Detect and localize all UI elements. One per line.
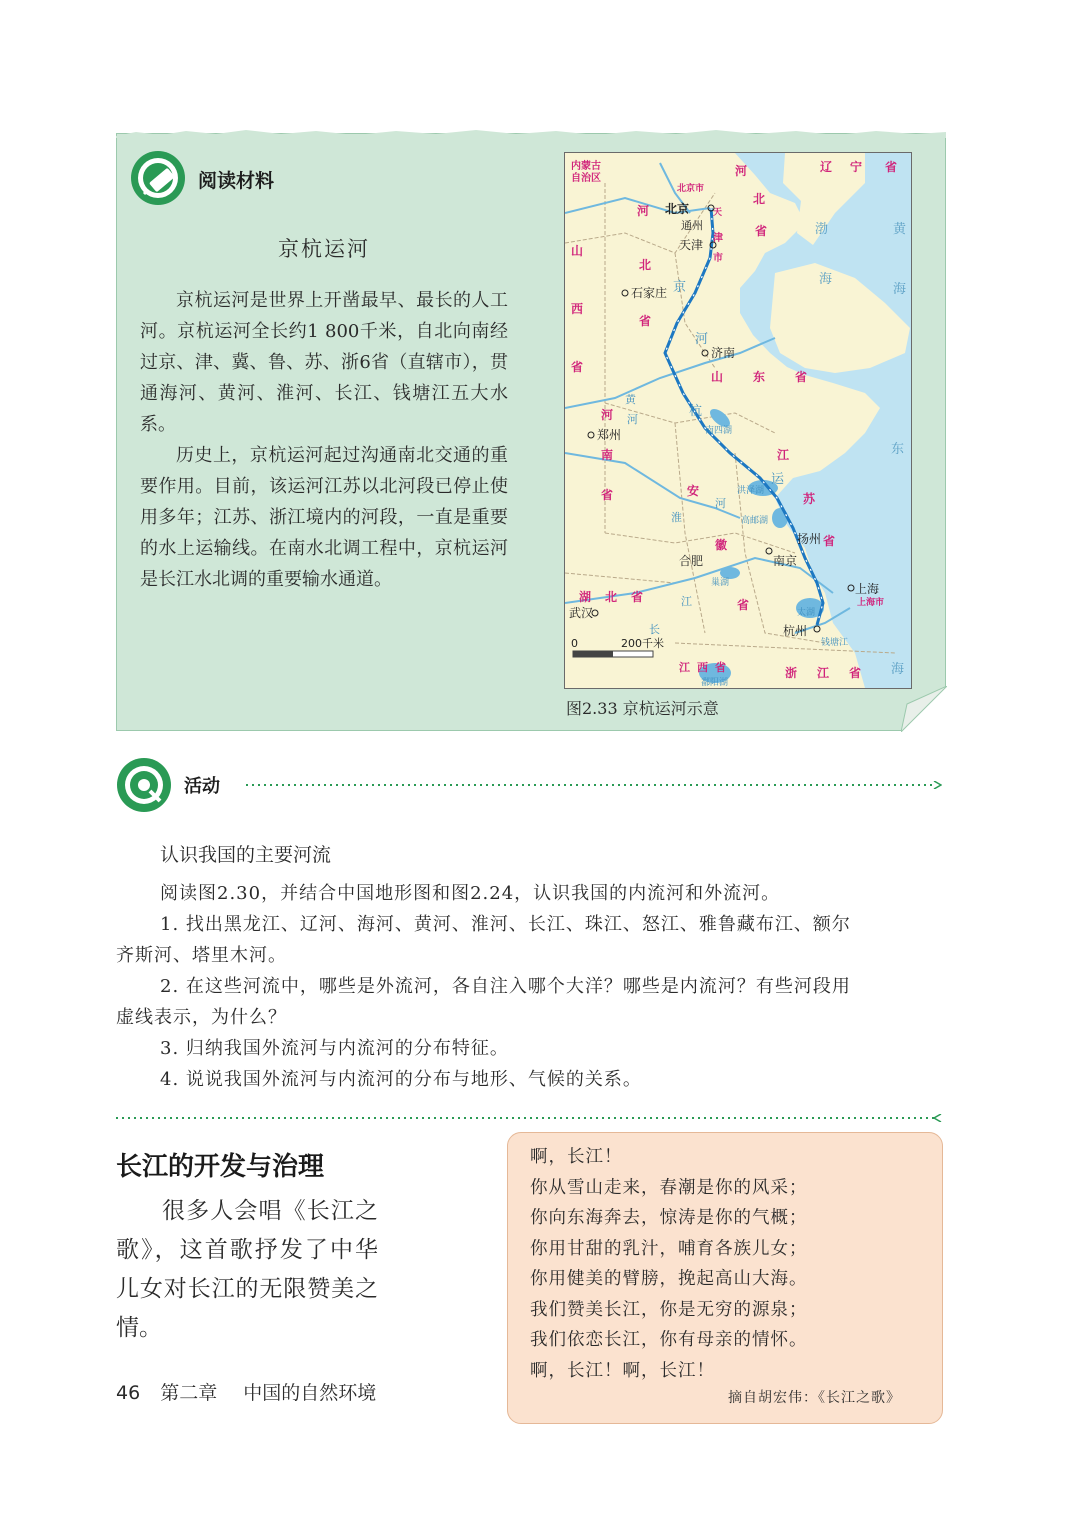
poem-line: 我们依恋长江，你有母亲的情怀。 [530,1330,808,1350]
region-label: 内蒙古 [571,161,601,172]
region-label: 省 [715,661,726,674]
page-fold-corner [901,686,947,732]
water-label: 洪泽湖 [737,486,765,496]
scale-zero: 0 [571,637,578,650]
water-label: 钱塘江 [821,638,849,648]
region-label: 省 [571,360,584,374]
water-label: 河 [695,332,709,347]
activity-line: 阅读图2.30，并结合中国地形图和图2.24，认识我国的内流河和外流河。 [160,883,781,904]
sea-label: 海 [819,272,833,287]
torn-edge-decoration [116,128,946,138]
city-label: 通州 [681,219,703,232]
scale-labels [571,636,664,650]
region-label: 津 [713,233,723,244]
region-label: 河 [601,408,614,422]
city-label: 郑州 [597,428,622,442]
water-label: 鄱阳湖 [701,678,729,688]
water-label: 河 [715,497,726,510]
region-label: 省 [849,666,862,680]
city-label: 北京 [665,202,690,216]
poem-source: 摘自胡宏伟：《长江之歌》 [728,1390,901,1406]
activity-line: 4. 说说我国外流河与内流河的分布与地形、气候的关系。 [160,1069,642,1090]
poem-line: 我们赞美长江，你是无穷的源泉； [530,1299,808,1320]
city-label: 合肥 [679,554,704,568]
region-label: 江 [817,666,830,680]
region-label: 省 [737,598,750,612]
region-label: 天 [713,208,723,218]
activity-line: 齐斯河、塔里木河。 [116,945,287,966]
region-label: 北 [605,590,618,604]
region-label: 西 [571,302,584,316]
region-label: 市 [713,253,723,264]
activity-line: 3. 归纳我国外流河与内流河的分布特征。 [160,1038,509,1059]
region-label: 湖 [579,590,592,604]
poem-lines [530,1142,808,1386]
poem-line: 啊，长江！啊，长江！ [530,1360,715,1381]
sea-label: 渤 [815,222,829,237]
city-label: 石家庄 [631,286,668,300]
water-label: 河 [627,413,638,426]
water-label: 太湖 [797,608,816,618]
city-label: 上海 [855,582,880,596]
article-paragraph-1: 京杭运河是世界上开凿最早、最长的人工河。京杭运河全长约1 800千米，自北向南经过京、津、冀、鲁、苏、浙6省（直辖市），贯通海河、黄河、淮河、长江、钱塘江五大水系。 [140,290,508,435]
region-label: 江 [777,448,790,462]
region-label: 西 [697,661,708,674]
region-label: 河 [735,164,748,178]
region-label: 北京市 [677,184,705,194]
chapter-title: 中国的自然环境 [243,1382,377,1404]
region-label: 上海市 [857,598,885,608]
water-label: 黄 [625,393,636,406]
article-title: 京杭运河 [278,237,370,261]
poem-line: 你从雪山走来，春潮是你的风采； [530,1177,808,1198]
activity-divider-top [246,781,942,789]
water-label: 杭 [689,404,703,419]
grand-canal-map [564,152,912,689]
region-label: 北 [753,192,766,206]
water-label: 南四湖 [705,426,733,436]
map-caption: 图2.33 京杭运河示意 [566,699,719,718]
chapter-number: 第二章 [160,1382,218,1404]
water-label: 巢湖 [711,578,730,588]
scale-label: 200千米 [621,637,664,650]
activity-icon [116,757,172,813]
poem-line: 啊，长江！ [530,1147,623,1167]
activity-list [116,878,942,1095]
city-label: 南京 [773,554,798,568]
city-label: 济南 [711,346,736,360]
sea-label: 海 [891,662,905,677]
city-label: 武汉 [569,606,594,620]
activity-line: 2. 在这些河流中，哪些是外流河，各自注入哪个大洋？哪些是内流河？有些河段用 [160,976,851,997]
activity-divider-bottom [116,1114,942,1122]
city-label: 扬州 [797,532,822,546]
region-label: 东 [753,370,766,384]
region-label: 徽 [715,538,728,552]
region-label: 辽 [820,160,833,174]
activity-line: 1. 找出黑龙江、辽河、海河、黄河、淮河、长江、珠江、怒江、雅鲁藏布江、额尔 [160,914,851,935]
region-label: 宁 [850,160,863,174]
city-label: 天津 [679,238,704,252]
region-label: 南 [601,448,614,462]
region-label: 苏 [803,492,816,506]
sea-label: 黄 [893,222,907,237]
reading-material-label: 阅读材料 [198,170,275,192]
water-label: 运 [771,472,785,487]
region-label: 省 [885,160,898,174]
region-label: 省 [601,488,614,502]
region-label: 省 [795,370,808,384]
activity-label: 活动 [184,776,220,797]
region-label: 自治区 [571,173,601,184]
region-label: 省 [639,314,652,328]
sea-label: 东 [891,442,905,457]
region-label: 浙 [785,666,798,680]
poem-line: 你向东海奔去，惊涛是你的气概； [530,1208,808,1228]
poem-line: 你用健美的臂膀，挽起高山大海。 [530,1269,808,1289]
water-label: 京 [673,280,687,295]
region-label: 省 [631,590,644,604]
page-number: 46 [116,1382,141,1404]
region-label: 山 [571,244,584,258]
activity-line: 虚线表示，为什么？ [116,1007,287,1028]
reading-material-icon [130,150,186,206]
water-label: 高邮湖 [741,516,769,526]
water-label: 江 [681,595,692,608]
activity-heading: 认识我国的主要河流 [160,844,332,866]
region-label: 河 [637,204,650,218]
poem-line: 你用甘甜的乳汁，哺育各族儿女； [530,1238,808,1259]
sea-label: 海 [893,282,907,297]
section-title: 长江的开发与治理 [116,1152,325,1182]
water-label: 淮 [671,511,682,524]
section-body: 很多人会唱《长江之歌》，这首歌抒发了中华儿女对长江的无限赞美之情。 [116,1198,378,1341]
region-label: 省 [755,224,768,238]
article-paragraph-2: 历史上，京杭运河起过沟通南北交通的重要作用。目前，该运河江苏以北河段已停止使用多年；江苏、浙江境内的河段，一直是重要的水上运输线。在南水北调工程中，京杭运河是长江水北调的重要输水通道。 [140,445,508,590]
region-label: 江 [679,661,690,674]
water-label: 长 [649,623,660,636]
region-label: 省 [823,534,836,548]
city-label: 杭州 [783,624,808,638]
page-footer [116,1378,376,1405]
region-label: 安 [687,484,700,498]
region-label: 北 [639,258,652,272]
map-graphic [565,153,911,688]
region-label: 山 [711,370,724,384]
